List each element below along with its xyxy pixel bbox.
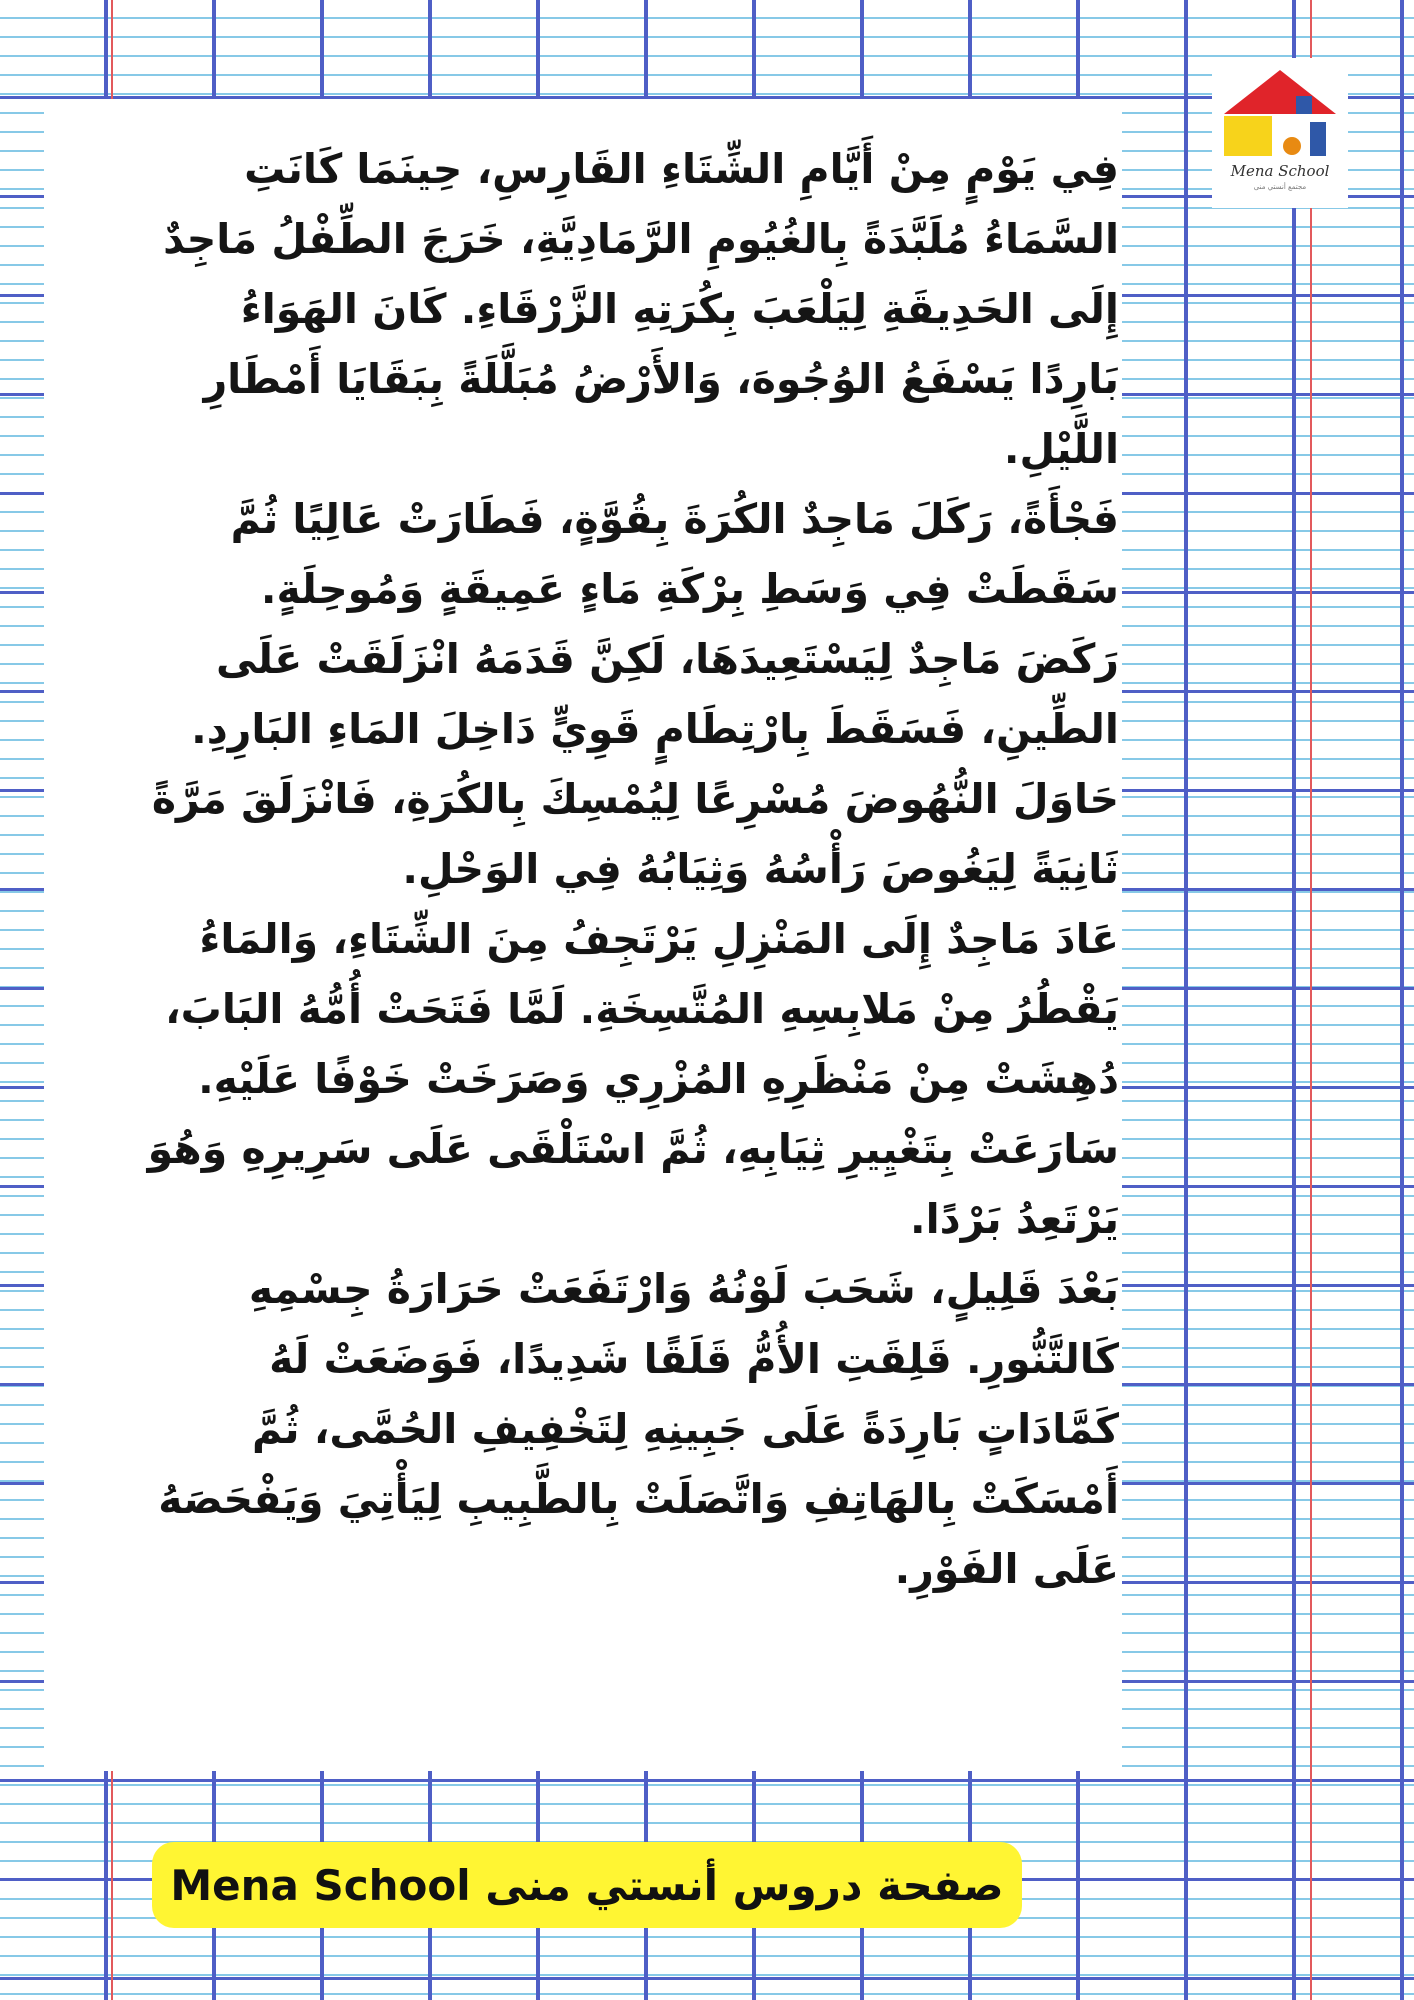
house-logo-icon	[1212, 58, 1348, 162]
story-text	[144, 134, 1119, 1604]
paragraph-3: عَادَ مَاجِدٌ إِلَى المَنْزِلِ يَرْتَجِفُ مِنَ الشِّتَاءِ، وَالمَاءُ يَقْطُرُ مِنْ مَلابِسِهِ المُتَّسِخَةِ. لَمَّا فَتَحَتْ أُمُّهُ البَابَ، دُهِشَتْ مِنْ مَنْظَرِهِ المُزْرِي وَصَرَخَتْ خَوْفًا عَلَيْهِ. سَارَعَتْ بِتَغْيِيرِ ثِيَابِهِ، ثُمَّ اسْتَلْقَى عَلَى سَرِيرِهِ وَهُوَ يَرْتَعِدُ بَرْدًا.	[147, 915, 1119, 1243]
paragraph-4: بَعْدَ قَلِيلٍ، شَحَبَ لَوْنُهُ وَارْتَفَعَتْ حَرَارَةُ جِسْمِهِ كَالتَّنُّورِ. قَلِقَتِ الأُمُّ قَلَقًا شَدِيدًا، فَوَضَعَتْ لَهُ كَمَّادَاتٍ بَارِدَةً عَلَى جَبِينِهِ لِتَخْفِيفِ الحُمَّى، ثُمَّ أَمْسَكَتْ بِالهَاتِفِ وَاتَّصَلَتْ بِالطَّبِيبِ لِيَأْتِيَ وَيَفْحَصَهُ عَلَى الفَوْرِ.	[158, 1265, 1119, 1593]
logo-tagline: مجتمع أنستي منى	[1253, 183, 1307, 191]
footer-text: صفحة دروس أنستي منى Mena School	[170, 1860, 1004, 1910]
logo-brand: Mena School	[1230, 162, 1330, 180]
paragraph-2: فَجْأَةً، رَكَلَ مَاجِدٌ الكُرَةَ بِقُوَّةٍ، فَطَارَتْ عَالِيًا ثُمَّ سَقَطَتْ فِي وَسَطِ بِرْكَةِ مَاءٍ عَمِيقَةٍ وَمُوحِلَةٍ. رَكَضَ مَاجِدٌ لِيَسْتَعِيدَهَا، لَكِنَّ قَدَمَهُ انْزَلَقَتْ عَلَى الطِّينِ، فَسَقَطَ بِارْتِطَامٍ قَوِيٍّ دَاخِلَ المَاءِ البَارِدِ. حَاوَلَ النُّهُوضَ مُسْرِعًا لِيُمْسِكَ بِالكُرَةِ، فَانْزَلَقَ مَرَّةً ثَانِيَةً لِيَغُوصَ رَأْسُهُ وَثِيَابُهُ فِي الوَحْلِ.	[151, 495, 1119, 893]
orange-dot-icon	[1283, 137, 1301, 155]
roof-icon	[1224, 70, 1336, 114]
paragraph-1: فِي يَوْمٍ مِنْ أَيَّامِ الشِّتَاءِ القَارِسِ، حِينَمَا كَانَتِ السَّمَاءُ مُلَبَّدَةً بِالغُيُومِ الرَّمَادِيَّةِ، خَرَجَ الطِّفْلُ مَاجِدٌ إِلَى الحَدِيقَةِ لِيَلْعَبَ بِكُرَتِهِ الزَّرْقَاءِ. كَانَ الهَوَاءُ بَارِدًا يَسْفَعُ الوُجُوهَ، وَالأَرْضُ مُبَلَّلَةً بِبَقَايَا أَمْطَارِ اللَّيْلِ.	[163, 145, 1119, 473]
yellow-square-icon	[1224, 116, 1272, 156]
mena-school-logo	[1212, 58, 1348, 208]
lined-paper-sheet	[44, 99, 1122, 1771]
blue-block-icon	[1296, 96, 1312, 114]
blue-bar-icon	[1310, 122, 1326, 156]
footer-banner	[152, 1842, 1022, 1928]
